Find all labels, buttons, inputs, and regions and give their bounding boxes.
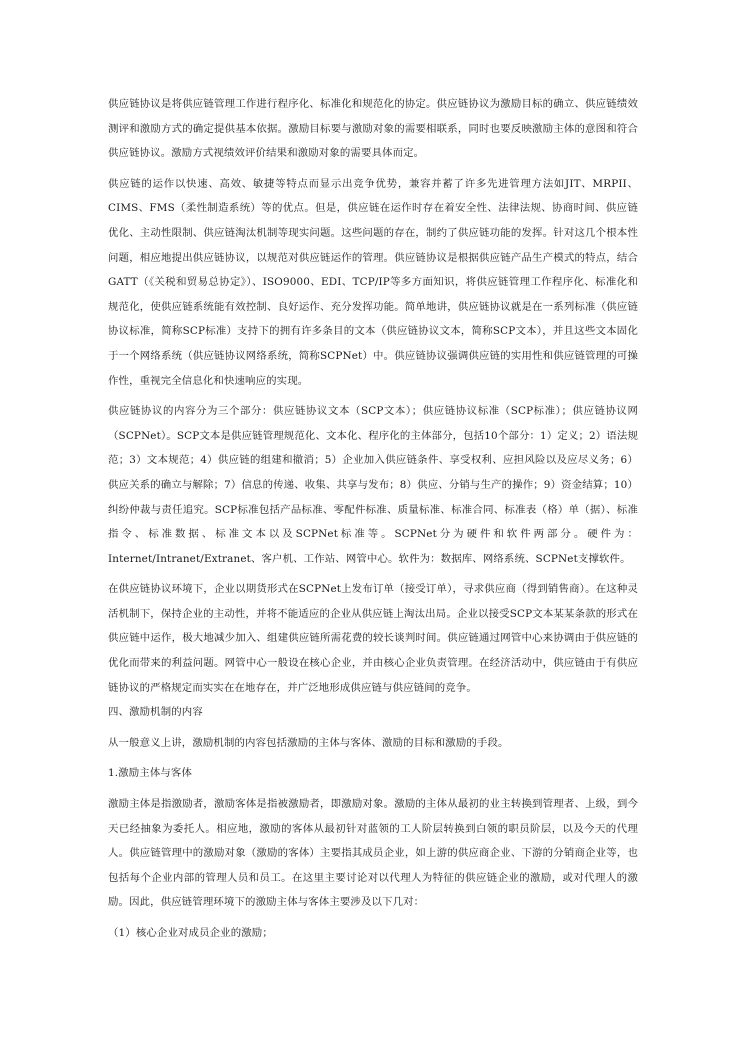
paragraph-protocol-environment: 在供应链协议环境下，企业以期货形式在SCPNet上发布订单（接受订单），寻求供应商（得到销售商）。在这种灵活机制下，保持企业的主动性，并将不能适应的企业从供应链上淘汰出局。企业以接受SCP文本某某条款的形式在供应链中运作，极大地减少加入、组建供应链所需花费的较长谈判时间。供应链通过网管中心来协调由于供应链的优化而带来的利益问题。网管中心一般设在核心企业，并由核心企业负责管理。在经济活动中，供应链由于有供应链协议的严格规定而实实在在地存在，并广泛地形成供应链与供应链间的竞争。 xyxy=(108,583,638,694)
list-item-core-enterprise: （1）核心企业对成员企业的激励； xyxy=(108,927,273,939)
paragraph-incentive-overview: 从一般意义上讲，激励机制的内容包括激励的主体与客体、激励的目标和激励的手段。 xyxy=(108,736,509,749)
paragraph-protocol-definition: 供应链协议是将供应链管理工作进行程序化、标准化和规范化的协定。供应链协议为激励目标的确立、供应链绩效测评和激励方式的确定提供基本依据。激励目标要与激励对象的需要相联系，同时也要反映激励主体的意图和符合供应链协议。激励方式视绩效评价结果和激励对象的需要具体而定。 xyxy=(108,98,638,160)
paragraph-subject-object: 激励主体是指激励者，激励客体是指被激励者，即激励对象。激励的主体从最初的业主转换到管理者、上级，到今天已经抽象为委托人。相应地，激励的客体从最初针对蓝领的工人阶层转换到白领的职员阶层，以及今天的代理人。供应链管理中的激励对象（激励的客体）主要指其成员企业，如上游的供应商企业、下游的分销商企业等，也包括每个企业内部的管理人员和员工。在这里主要讨论对以代理人为特征的供应链企业的激励，或对代理人的激励。因此，供应链管理环境下的激励主体与客体主要涉及以下几对： xyxy=(108,798,638,909)
paragraph-supply-chain-operation: 供应链的运作以快速、高效、敏捷等特点而显示出竞争优势，兼容并蓄了许多先进管理方法如JIT、MRPII、CIMS、FMS（柔性制造系统）等的优点。但是，供应链在运作时存在着安全性、法律法规、协商时间、供应链优化、主动性限制、供应链淘汰机制等现实问题。这些问题的存在，制约了供应链功能的发挥。针对这几个根本性问题，相应地提出供应链协议，以规范对供应链运作的管理。供应链协议是根据供应链产品生产模式的特点，结合GATT（《关税和贸易总协定》）、ISO9000、EDI、TCP/IP等多方面知识，将供应链管理工作程序化、标准化和规范化，使供应链系统能有效控制、良好运作、充分发挥功能。简单地讲，供应链协议就是在一系列标准（供应链协议标准，简称SCP标准）支持下的拥有许多条目的文本（供应链协议文本，简称SCP文本），并且这些文本固化于一个网络系统（供应链协议网络系统，简称SCPNet）中。供应链协议强调供应链的实用性和供应链管理的可操作性，重视完全信息化和快速响应的实现。 xyxy=(108,177,638,387)
paragraph-protocol-content: 供应链协议的内容分为三个部分：供应链协议文本（SCP文本）；供应链协议标准（SCP标准）；供应链协议网（SCPNet）。SCP文本是供应链管理规范化、文本化、程序化的主体部分，包括10个部分：1）定义；2）语法规范；3）文本规范；4）供应链的组建和撤消；5）企业加入供应链条件、享受权利、应担风险以及应尽义务；6）供应关系的确立与解除；7）信息的传递、收集、共享与发布；8）供应、分销与生产的操作；9）资金结算；10）纠纷仲裁与责任追究。SCP标准包括产品标准、零配件标准、质量标准、标准合同、标准表（格）单（据）、标准指令、标准数据、标准文本以及SCPNet标准等。SCPNet分为硬件和软件两部分。硬件为：Internet/Intranet/Extranet、客户机、工作站、网管中心。软件为：数据库、网络系统、SCPNet支撑软件。 xyxy=(108,405,638,565)
section-heading-incentive-content: 四、激励机制的内容 xyxy=(108,706,203,719)
document-body xyxy=(108,92,638,946)
subheading-subject-object: 1.激励主体与客体 xyxy=(108,767,192,780)
